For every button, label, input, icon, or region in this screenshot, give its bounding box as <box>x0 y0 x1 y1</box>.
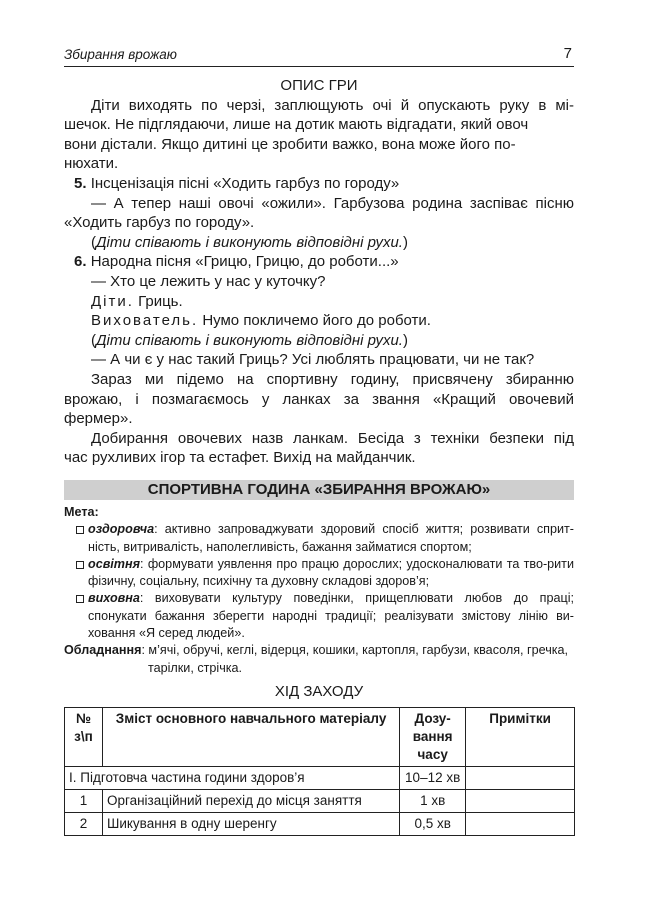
kids-text: Гриць. <box>138 292 183 310</box>
page-body <box>64 76 574 468</box>
section-title: СПОРТИВНА ГОДИНА «ЗБИРАННЯ ВРОЖАЮ» <box>147 481 491 498</box>
desc-line: вони дістали. Якщо дитині це зробити важко, вона може його по- <box>64 135 516 153</box>
equipment: Обладнання: м’ячі, обручі, кеглі, відерця, кошики, картопля, гарбузи, квасоля, гречка, тарілки, стрічка. <box>64 643 569 675</box>
part-cell: I. Підготовча частина години здоров’я <box>65 767 400 790</box>
teacher-reply <box>64 311 574 331</box>
teacher-text: Нумо покличемо його до роботи. <box>202 312 431 330</box>
number-cell: 1 <box>65 790 103 813</box>
pick-line: Добирання овочевих назв ланкам. Бесіда з техніки безпеки під <box>91 429 574 447</box>
item-6-question: — Хто це лежить у нас у куточку? <box>91 272 326 290</box>
header-cell: Зміст основного навчального матеріалу <box>102 708 399 767</box>
time-cell: 10–12 хв <box>400 767 466 790</box>
item-6-number: 6. <box>74 253 87 271</box>
number-cell: 2 <box>65 813 103 836</box>
table-row <box>65 813 575 836</box>
running-header <box>64 44 574 67</box>
goal-label: Мета: <box>64 505 99 519</box>
running-title: Збирання врожаю <box>64 47 177 62</box>
table-row <box>65 790 575 813</box>
item-5-heading <box>64 174 574 194</box>
item-5-remark: (Діти співають і виконують відповідні рухи.) <box>91 233 408 251</box>
notes-cell <box>466 813 575 836</box>
sport-intro-line: врожаю, і позмагаємось у ланках за звання «Кращий овочевий <box>64 390 574 408</box>
goals-block <box>64 504 574 677</box>
header-cell: Дозу-вання часу <box>400 708 466 767</box>
item-6-remark: (Діти співають і виконують відповідні рухи.) <box>91 331 408 349</box>
time-cell: 0,5 хв <box>400 813 466 836</box>
plan-table <box>64 707 575 836</box>
goal-item: освітня: формувати уявлення про працю дорослих; удосконалювати та тво-рити фізичну, соціальну, психічну та духовну складові здоров’я; <box>64 556 574 591</box>
table-header-row <box>65 708 575 767</box>
item-5-number: 5. <box>74 174 87 192</box>
header-cell: № з\п <box>65 708 103 767</box>
goal-item: виховна: виховувати культуру поведінки, прищеплювати любов до праці; спонукати бажання зберегти народні традиції; реалізувати змістову лінію ви-ховання «Я серед людей». <box>64 590 574 642</box>
item-6-heading <box>64 252 574 272</box>
item-6-question: — А чи є у нас такий Гриць? Усі люблять працювати, чи не так? <box>91 351 535 369</box>
desc-line: шечок. Не підглядаючи, лише на дотик мають відгадати, який овоч <box>64 116 529 134</box>
speaker-teacher: Вихователь. <box>91 312 199 330</box>
notes-cell <box>466 767 575 790</box>
square-bullet-icon <box>76 526 84 534</box>
sport-intro-line: фермер». <box>64 410 133 428</box>
desc-line: Діти виходять по черзі, заплющують очі й опускають руку в мі- <box>91 96 574 114</box>
table-row <box>65 767 575 790</box>
desc-line: нюхати. <box>64 155 119 173</box>
game-description <box>64 96 574 174</box>
goal-item: оздоровча: активно запроваджувати здоровий спосіб життя; розвивати сприт-ність, витривалість, наполегливість, бажання займатися спортом; <box>64 521 574 556</box>
page-number: 7 <box>563 45 572 62</box>
kids-reply <box>64 292 574 312</box>
content-cell: Організаційний перехід до місця заняття <box>102 790 399 813</box>
header-cell: Примітки <box>466 708 575 767</box>
notes-cell <box>466 790 575 813</box>
sport-intro-line: Зараз ми підемо на спортивну годину, присвячену збиранню <box>91 370 574 388</box>
item-6-title: Народна пісня «Грицю, Грицю, до роботи...» <box>90 253 399 271</box>
plan-title: ХІД ЗАХОДУ <box>274 683 364 700</box>
square-bullet-icon <box>76 595 84 603</box>
time-cell: 1 хв <box>400 790 466 813</box>
square-bullet-icon <box>76 561 84 569</box>
content-cell: Шикування в одну шеренгу <box>102 813 399 836</box>
item-5-line: — А тепер наші овочі «ожили». Гарбузова родина заспіває пісню <box>91 194 574 212</box>
item-5-title: Інсценізація пісні «Ходить гарбуз по городу» <box>90 174 400 192</box>
pick-line: час рухливих ігор та естафет. Вихід на майданчик. <box>64 449 416 467</box>
speaker-kids: Діти. <box>91 292 134 310</box>
game-title: ОПИС ГРИ <box>280 77 358 94</box>
item-5-line: «Ходить гарбуз по городу». <box>64 214 255 232</box>
